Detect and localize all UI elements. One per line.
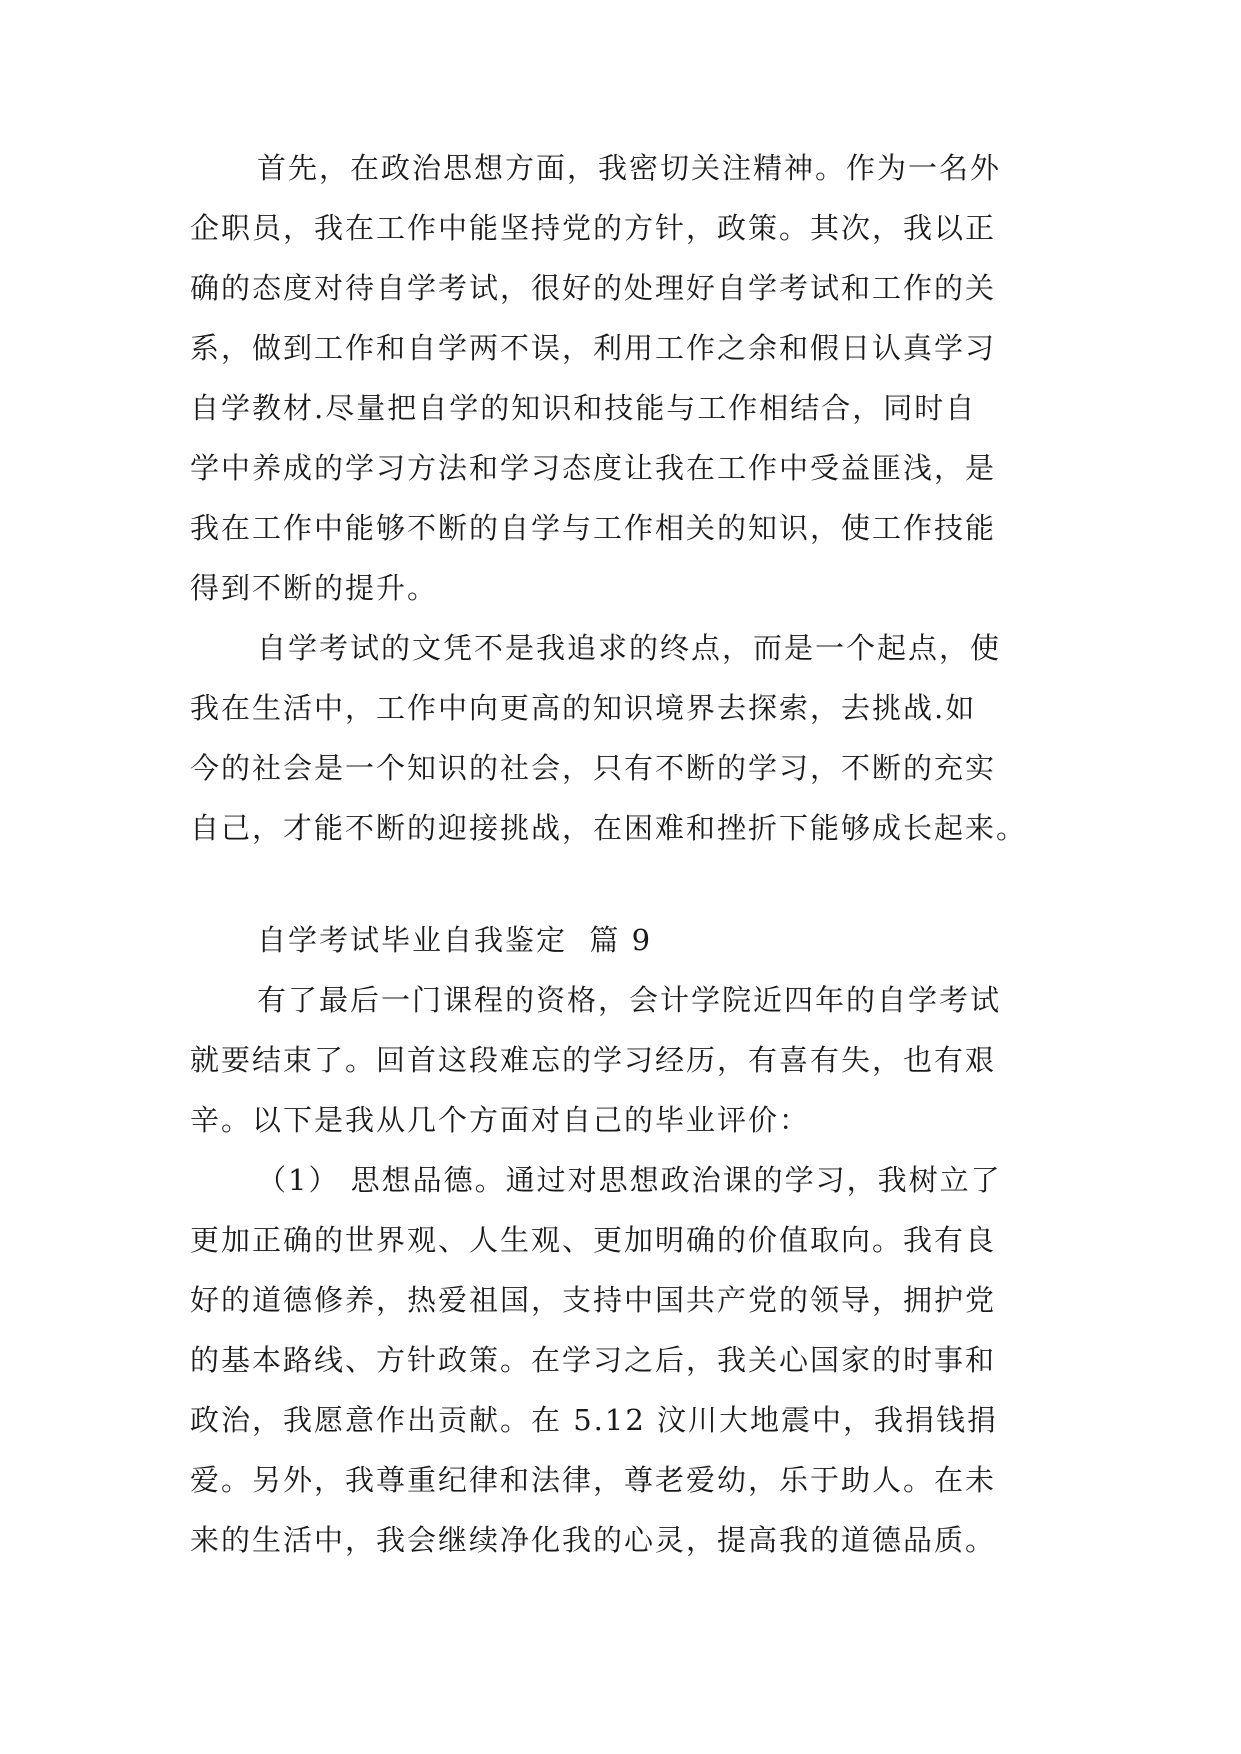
paragraph-line: （1） 思想品德。通过对思想政治课的学习，我树立了 [257, 1163, 1002, 1197]
paragraph-line: 就要结束了。回首这段难忘的学习经历，有喜有失，也有艰 [190, 1043, 997, 1077]
section-heading: 自学考试毕业自我鉴定 篇 9 [257, 923, 653, 957]
paragraph-line: 学中养成的学习方法和学习态度让我在工作中受益匪浅，是 [190, 451, 997, 485]
paragraph-line: 政治，我愿意作出贡献。在 5.12 汶川大地震中，我捐钱捐 [190, 1403, 999, 1437]
paragraph-line: 企职员，我在工作中能坚持党的方针，政策。其次，我以正 [190, 211, 997, 245]
paragraph-line: 我在生活中，工作中向更高的知识境界去探索，去挑战.如 [190, 691, 977, 725]
paragraph-line: 得到不断的提升。 [190, 571, 439, 605]
paragraph-line: 更加正确的世界观、人生观、更加明确的价值取向。我有良 [190, 1223, 997, 1257]
paragraph-line: 我在工作中能够不断的自学与工作相关的知识，使工作技能 [190, 511, 997, 545]
paragraph-line: 自学考试的文凭不是我追求的终点，而是一个起点，使 [257, 631, 1002, 665]
paragraph-line: 自己，才能不断的迎接挑战，在困难和挫折下能够成长起来。 [190, 811, 1028, 845]
paragraph-line: 有了最后一门课程的资格，会计学院近四年的自学考试 [257, 983, 1002, 1017]
paragraph-line: 今的社会是一个知识的社会，只有不断的学习，不断的充实 [190, 751, 997, 785]
paragraph-line: 首先，在政治思想方面，我密切关注精神。作为一名外 [257, 151, 1002, 185]
paragraph-line: 确的态度对待自学考试，很好的处理好自学考试和工作的关 [190, 271, 997, 305]
paragraph-line: 的基本路线、方针政策。在学习之后，我关心国家的时事和 [190, 1343, 997, 1377]
paragraph-line: 来的生活中，我会继续净化我的心灵，提高我的道德品质。 [190, 1523, 997, 1557]
paragraph-line: 爱。另外，我尊重纪律和法律，尊老爱幼，乐于助人。在未 [190, 1463, 997, 1497]
paragraph-line: 辛。以下是我从几个方面对自己的毕业评价： [190, 1103, 811, 1137]
paragraph-line: 系，做到工作和自学两不误，利用工作之余和假日认真学习 [190, 331, 997, 365]
paragraph-line: 好的道德修养，热爱祖国，支持中国共产党的领导，拥护党 [190, 1283, 997, 1317]
paragraph-line: 自学教材.尽量把自学的知识和技能与工作相结合，同时自 [190, 391, 977, 425]
